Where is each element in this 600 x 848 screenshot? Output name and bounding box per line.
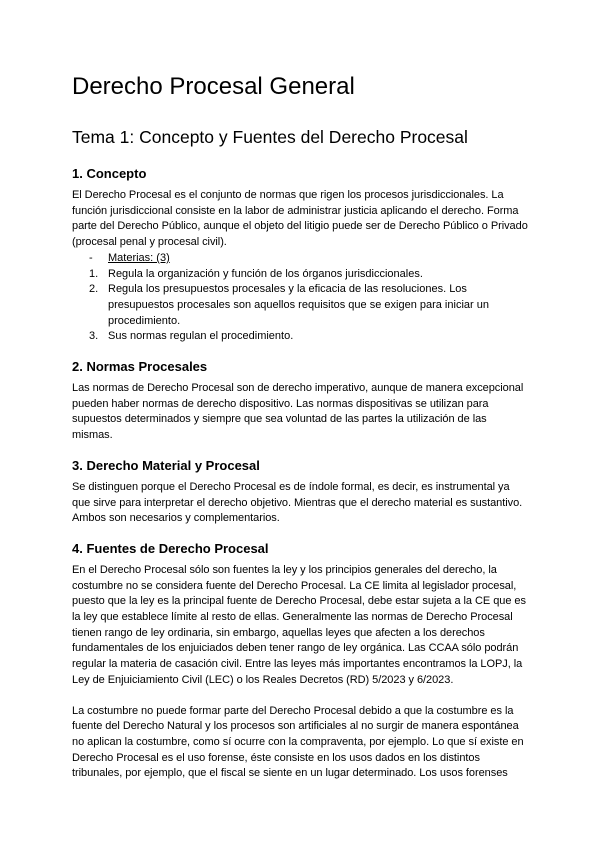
list-item xyxy=(72,329,528,345)
list-item-text: Sus normas regulan el procedimiento. xyxy=(108,330,294,343)
section-concepto xyxy=(72,165,528,345)
list-item xyxy=(72,282,528,329)
list-marker: 3. xyxy=(89,330,99,343)
paragraph-spacer xyxy=(72,689,528,704)
list-marker: 1. xyxy=(89,267,99,280)
numbered-list xyxy=(72,267,528,346)
list-item-text: Regula los presupuestos procesales y la eficacia de las resoluciones. Los presupuestos procesales son aquellos requisitos que se exigen para iniciar un procedimiento. xyxy=(108,283,489,327)
section-heading: 3. Derecho Material y Procesal xyxy=(72,457,260,473)
section-paragraph: Las normas de Derecho Procesal son de derecho imperativo, aunque de manera excepcional pueden haber normas de derecho dispositivo. Las normas dispositivas se utilizan para supuestos determinados y siempre que sea voluntad de las partes la utilización de las mismas. xyxy=(72,382,524,442)
list-marker: 2. xyxy=(89,283,99,296)
document-page xyxy=(72,70,528,795)
section-heading: 1. Concepto xyxy=(72,166,147,181)
topic-title: Tema 1: Concepto y Fuentes del Derecho Procesal xyxy=(72,127,468,147)
section-derecho-material-procesal xyxy=(72,457,528,527)
document-title: Derecho Procesal General xyxy=(72,73,355,100)
bullet-item xyxy=(72,251,528,267)
section-paragraph: En el Derecho Procesal sólo son fuentes la ley y los principios generales del derecho, la costumbre no se considera fuente del Derecho Procesal. La CE limita al legislador procesal, puesto que la ley es la principal fuente de Derecho Procesal, debe estar sujeta a la CE que es la ley que establece límite al resto de ellas. Generalmente las normas de Derecho Procesal tienen rango de ley ordinaria, sin embargo, aquellas leyes que afecten a los derechos fundamentales de los enjuiciados deben tener rango de ley orgánica. Las CCAA sólo podrán regular la materia de casación civil. Entre las leyes más importantes encontramos la LOPJ, la Ley de Enjuiciamiento Civil (LEC) o los Reales Decretos (RD) 5/2023 y 6/2023. xyxy=(72,563,526,686)
section-paragraph: Se distinguen porque el Derecho Procesal es de índole formal, es decir, es instrumental ya que sirve para interpretar el derecho objetivo. Mientras que el derecho material es sustantivo. Ambos son necesarios y complementarios. xyxy=(72,480,523,525)
bullet-text: Materias: (3) xyxy=(108,251,170,264)
section-normas-procesales xyxy=(72,358,528,444)
bullet-list xyxy=(72,251,528,267)
section-fuentes xyxy=(72,540,528,782)
section-paragraph: El Derecho Procesal es el conjunto de normas que rigen los procesos jurisdiccionales. La función jurisdiccional consiste en la labor de administrar justicia aplicando el derecho. Forma parte del Derecho Público, aunque el objeto del litigio puede ser de Derecho Público o Privado (procesal penal y procesal civil). xyxy=(72,189,528,249)
list-item-text: Regula la organización y función de los órganos jurisdiccionales. xyxy=(108,267,423,280)
section-heading: 2. Normas Procesales xyxy=(72,359,208,375)
section-paragraph-2: La costumbre no puede formar parte del Derecho Procesal debido a que la costumbre es la fuente del Derecho Natural y los procesos son artificiales al no surgir de manera espontánea no aplican la costumbre, como sí ocurre con la compraventa, por ejemplo. Lo que sí existe en Derecho Procesal es el uso forense, éste consiste en los usos dados en los distintos tribunales, por ejemplo, que el fiscal se siente en un lugar determinado. Los usos forenses xyxy=(72,704,524,780)
list-item xyxy=(72,267,528,283)
bullet-marker: - xyxy=(89,251,93,264)
section-heading: 4. Fuentes de Derecho Procesal xyxy=(72,540,269,556)
